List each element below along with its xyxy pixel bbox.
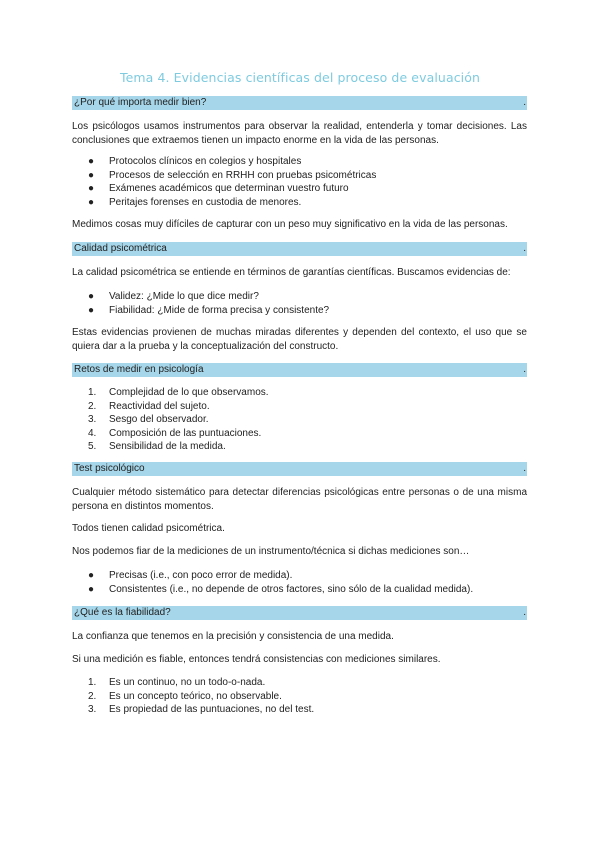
- page-title: Tema 4. Evidencias científicas del proceso de evaluación: [119, 70, 481, 85]
- bullet-marker: ●: [88, 169, 95, 181]
- bullet-marker: ●: [88, 304, 95, 316]
- list-item-text: Exámenes académicos que determinan vuestro futuro: [109, 183, 349, 194]
- list-item: [88, 155, 376, 169]
- list-item-text: Es propiedad de las puntuaciones, no del test.: [109, 704, 315, 715]
- heading-end-mark: .: [523, 463, 526, 474]
- paragraph: Nos podemos fiar de la mediciones de un instrumento/técnica si dichas mediciones son…: [72, 546, 470, 557]
- paragraph: Cualquier método sistemático para detectar diferencias psicológicas entre personas o de una misma persona en distintos momentos.: [72, 487, 527, 512]
- list-item-text: Protocolos clínicos en colegios y hospitales: [109, 156, 302, 167]
- list-item-text: Complejidad de lo que observamos.: [109, 387, 269, 398]
- heading-end-mark: .: [523, 97, 526, 108]
- list-item: [88, 386, 269, 400]
- number-marker: 5.: [88, 441, 97, 452]
- section-heading-label: ¿Por qué importa medir bien?: [74, 97, 207, 108]
- paragraph: Estas evidencias provienen de muchas miradas diferentes y dependen del contexto, el uso que se quiera dar a la prueba y la conceptualización del constructo.: [72, 327, 527, 352]
- list-item-text: Sensibilidad de la medida.: [109, 441, 226, 452]
- paragraph: La confianza que tenemos en la precisión y consistencia de una medida.: [72, 631, 394, 642]
- list-item: [88, 290, 329, 304]
- numbered-list: [88, 676, 314, 717]
- number-marker: 2.: [88, 690, 97, 702]
- heading-end-mark: .: [523, 364, 526, 375]
- paragraph: Medimos cosas muy difíciles de capturar con un peso muy significativo en la vida de las personas.: [72, 219, 508, 230]
- section-heading-psychometric-quality: [72, 242, 527, 256]
- bullet-list: [88, 569, 473, 596]
- section-heading-label: Calidad psicométrica: [74, 243, 167, 254]
- list-item: [88, 440, 269, 454]
- heading-end-mark: .: [523, 607, 526, 618]
- section-heading-label: ¿Qué es la fiabilidad?: [74, 607, 171, 618]
- section-heading-challenges: [72, 363, 527, 377]
- section-heading-why-measure: [72, 96, 527, 110]
- list-item-text: Consistentes (i.e., no depende de otros factores, sino sólo de la cualidad medida).: [109, 583, 474, 595]
- paragraph: Los psicólogos usamos instrumentos para observar la realidad, entenderla y tomar decisiones. Las conclusiones que extraemos tienen un impacto enorme en la vida de las personas.: [72, 121, 527, 146]
- list-item: [88, 676, 314, 690]
- numbered-list: [88, 386, 269, 454]
- bullet-marker: ●: [88, 583, 95, 595]
- list-item: [88, 413, 269, 427]
- bullet-marker: ●: [88, 291, 95, 302]
- paragraph: Todos tienen calidad psicométrica.: [72, 523, 225, 534]
- bullet-marker: ●: [88, 183, 95, 194]
- list-item: [88, 169, 376, 183]
- list-item-text: Validez: ¿Mide lo que dice medir?: [109, 291, 259, 302]
- list-item-text: Sesgo del observador.: [109, 414, 209, 425]
- list-item: [88, 427, 269, 441]
- list-item-text: Es un concepto teórico, no observable.: [109, 690, 282, 702]
- list-item: [88, 690, 314, 704]
- number-marker: 3.: [88, 704, 97, 715]
- bullet-marker: ●: [88, 570, 95, 581]
- section-heading-reliability: [72, 606, 527, 620]
- number-marker: 1.: [88, 677, 97, 688]
- section-heading-psychological-test: [72, 462, 527, 476]
- list-item-text: Es un continuo, no un todo-o-nada.: [109, 677, 266, 688]
- list-item-text: Reactividad del sujeto.: [109, 400, 210, 412]
- section-heading-label: Retos de medir en psicología: [74, 364, 204, 375]
- paragraph: Si una medición es fiable, entonces tendrá consistencias con mediciones similares.: [72, 654, 441, 665]
- number-marker: 3.: [88, 414, 97, 425]
- list-item: [88, 304, 329, 318]
- bullet-list: [88, 155, 376, 209]
- list-item-text: Peritajes forenses en custodia de menores.: [109, 196, 302, 208]
- list-item-text: Precisas (i.e., con poco error de medida).: [109, 570, 293, 581]
- bullet-list: [88, 290, 329, 317]
- list-item: [88, 703, 314, 717]
- section-heading-label: Test psicológico: [74, 463, 145, 474]
- paragraph: La calidad psicométrica se entiende en términos de garantías científicas. Buscamos evidencias de:: [72, 267, 511, 278]
- list-item-text: Procesos de selección en RRHH con pruebas psicométricas: [109, 169, 377, 181]
- list-item: [88, 196, 376, 210]
- bullet-marker: ●: [88, 196, 95, 208]
- list-item: [88, 569, 473, 583]
- list-item-text: Composición de las puntuaciones.: [109, 427, 262, 439]
- number-marker: 4.: [88, 427, 97, 439]
- list-item: [88, 583, 473, 597]
- number-marker: 1.: [88, 387, 97, 398]
- heading-end-mark: .: [523, 243, 526, 254]
- bullet-marker: ●: [88, 156, 95, 167]
- list-item-text: Fiabilidad: ¿Mide de forma precisa y consistente?: [109, 304, 330, 316]
- list-item: [88, 400, 269, 414]
- number-marker: 2.: [88, 400, 97, 412]
- list-item: [88, 182, 376, 196]
